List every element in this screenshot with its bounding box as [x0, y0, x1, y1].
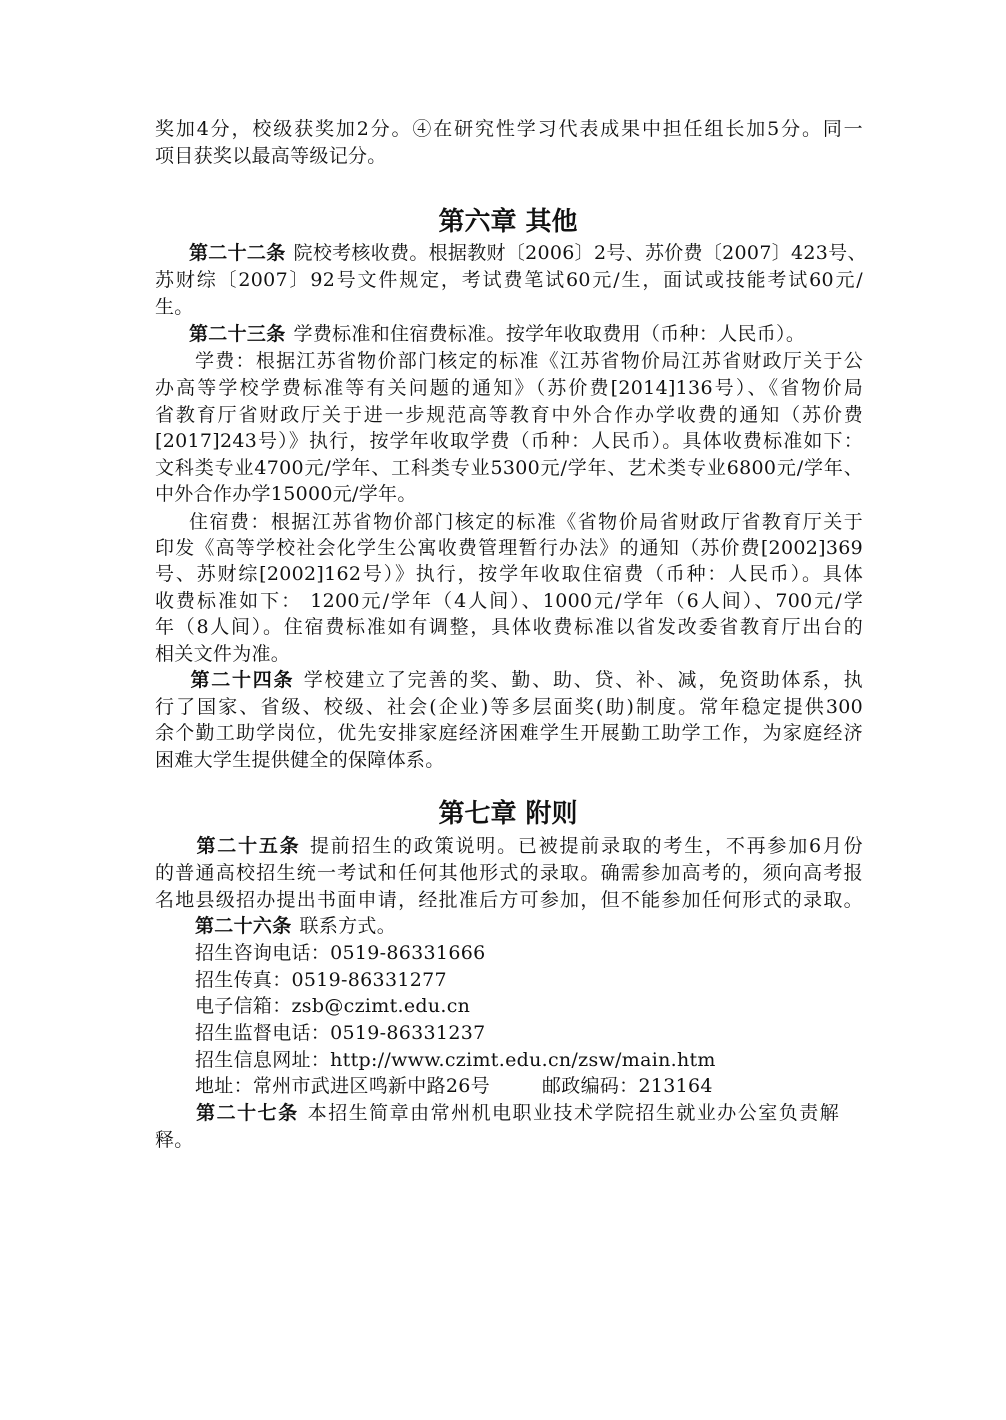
article-24-line-1	[155, 667, 863, 693]
article-24-heading: 第二十四条	[189, 669, 295, 691]
dorm-line-6: 相关文件为准。	[155, 643, 291, 665]
chapter-6-title: 第六章 其他	[438, 207, 578, 237]
tuition-line-5: 文科类专业4700元/学年、工科类专业5300元/学年、艺术类专业6800元/学年、	[155, 457, 863, 479]
contact-address-line	[195, 1073, 903, 1099]
article-26-text-1: 联系方式。	[299, 915, 397, 937]
article-22-text-1: 院校考核收费。根据教财〔2006〕2号、苏价费〔2007〕423号、	[293, 242, 867, 264]
article-22-line-1	[155, 240, 867, 266]
dorm-line-1: 住宿费：根据江苏省物价部门核定的标准《省物价局省财政厅省教育厅关于	[189, 511, 863, 533]
article-24-line-3: 余个勤工助学岗位，优先安排家庭经济困难学生开展勤工助学工作，为家庭经济	[155, 722, 863, 744]
tuition-line-3: 省教育厅省财政厅关于进一步规范高等教育中外合作办学收费的通知（苏价费	[155, 404, 863, 426]
contact-phone: 招生咨询电话：0519-86331666	[195, 942, 486, 964]
article-25-line-3: 名地县级招办提出书面申请，经批准后方可参加，但不能参加任何形式的录取。	[155, 889, 863, 911]
article-23-heading: 第二十三条	[189, 323, 286, 345]
dorm-line-3: 号、苏财综[2002]162号）》执行，按学年收取住宿费（币种：人民币）。具体	[155, 563, 863, 585]
tuition-line-6: 中外合作办学15000元/学年。	[155, 483, 417, 505]
dorm-line-4: 收费标准如下： 1200元/学年（4人间）、1000元/学年（6人间）、700元/学	[155, 590, 863, 612]
article-25-heading: 第二十五条	[195, 835, 301, 857]
article-23-text-1: 学费标准和住宿费标准。按学年收取费用（币种：人民币）。	[293, 323, 806, 345]
article-25-line-1	[155, 833, 863, 859]
contact-fax: 招生传真：0519-86331277	[195, 969, 447, 991]
article-27-line-2: 释。	[155, 1129, 194, 1151]
intro-line-2: 项目获奖以最高等级记分。	[155, 145, 387, 167]
article-27-text-1: 本招生简章由常州机电职业技术学院招生就业办公室负责解	[306, 1102, 839, 1124]
article-24-line-2: 行了国家、省级、校级、社会(企业)等多层面奖(助)制度。常年稳定提供300	[155, 696, 863, 718]
contact-website: 招生信息网址：http://www.czimt.edu.cn/zsw/main.htm	[195, 1049, 716, 1071]
tuition-line-2: 办高等学校学费标准等有关问题的通知》（苏价费[2014]136号）、《省物价局	[155, 377, 863, 399]
article-23-line-1	[155, 321, 863, 347]
contact-postcode: 邮政编码：213164	[541, 1075, 713, 1097]
tuition-line-1: 学费：根据江苏省物价部门核定的标准《江苏省物价局江苏省财政厅关于公	[195, 350, 863, 372]
intro-line-1: 奖加4分，校级获奖加2分。④在研究性学习代表成果中担任组长加5分。同一	[155, 118, 863, 140]
article-25-text-1: 提前招生的政策说明。已被提前录取的考生，不再参加6月份	[308, 835, 863, 857]
article-22-heading: 第二十二条	[189, 242, 286, 264]
article-22-line-3: 生。	[155, 296, 194, 318]
article-24-line-4: 困难大学生提供健全的保障体系。	[155, 749, 445, 771]
article-26-line-1	[155, 913, 863, 939]
article-27-heading: 第二十七条	[195, 1102, 299, 1124]
chapter-7-title: 第七章 附则	[438, 799, 578, 829]
article-22-line-2: 苏财综〔2007〕92号文件规定，考试费笔试60元/生，面试或技能考试60元/	[155, 269, 863, 291]
article-27-line-1	[155, 1100, 839, 1126]
article-26-heading: 第二十六条	[195, 915, 292, 937]
dorm-line-2: 印发《高等学校社会化学生公寓收费管理暂行办法》的通知（苏价费[2002]369	[155, 537, 863, 559]
dorm-line-5: 年（8人间）。住宿费标准如有调整，具体收费标准以省发改委省教育厅出台的	[155, 616, 863, 638]
contact-supervise-phone: 招生监督电话：0519-86331237	[195, 1022, 486, 1044]
article-24-text-1: 学校建立了完善的奖、勤、助、贷、补、减，免资助体系，执	[302, 669, 863, 691]
tuition-line-4: [2017]243号）》执行，按学年收取学费（币种：人民币）。具体收费标准如下：	[155, 430, 863, 452]
contact-address: 地址：常州市武进区鸣新中路26号	[195, 1075, 490, 1097]
contact-email: 电子信箱：zsb@czimt.edu.cn	[195, 995, 471, 1017]
article-25-line-2: 的普通高校招生统一考试和任何其他形式的录取。确需参加高考的，须向高考报	[155, 862, 863, 884]
